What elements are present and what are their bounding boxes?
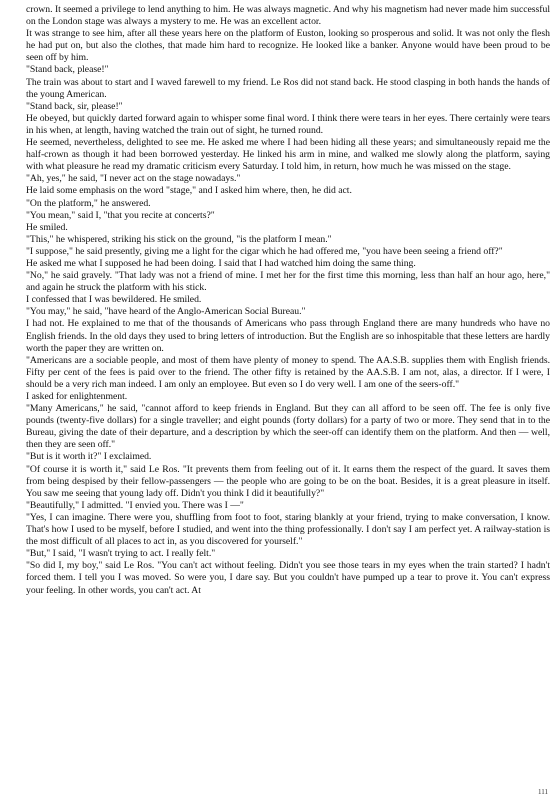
paragraph-2: "Stand back, please!" (26, 64, 109, 76)
paragraph-20: I asked for enlightenment. (26, 391, 128, 402)
paragraph-12: "This," he whispered, striking his stick on the ground, "is the platform I mean." (26, 233, 332, 245)
paragraph-0: crown. It seemed a privilege to lend anything to him. He was always magnetic. And why his magnetism had never made him successful on the London stage was always a mystery to me. He was an excellent actor. (26, 4, 550, 28)
paragraph-6: He seemed, nevertheless, delighted to see me. He asked me where I had been hiding all these years; and simultaneously repaid me the half-crown as though it had been borrowed yesterday. He linked his arm in mine, and walked me slowly along the platform, saying with what pleasure he read my dramatic criticism every Saturday. I told him, in return, how much he was missed on the stage. (26, 137, 550, 173)
paragraph-16: I confessed that I was bewildered. He smiled. (26, 294, 202, 306)
paragraph-4: "Stand back, sir, please!" (26, 100, 123, 112)
paragraph-15: "No," he said gravely. "That lady was not a friend of mine. I met her for the first time this morning, less than half an hour ago, here," and again he struck the platform with his stick. (26, 270, 550, 294)
paragraph-14: He asked me what I supposed he had been doing. I said that I had watched him doing the same thing. (26, 257, 416, 269)
paragraph-19: "Americans are a sociable people, and most of them have plenty of money to spend. The AA.S.B. supplies them with English friends. Fifty per cent of the fees is paid over to the friend. The other fifty is retained by the AA.S.B. I am not, alas, a director. If I were, I should be a very rich man indeed. I am only an employee. But even so I do very well. I am one of the seers-off." (26, 354, 550, 390)
paragraph-26: "But," I said, "I wasn't trying to act. I really felt." (26, 548, 216, 560)
paragraph-22: "But is it worth it?" I exclaimed. (26, 451, 152, 463)
paragraph-8: He laid some emphasis on the word "stage," and I asked him where, then, he did act. (26, 185, 352, 197)
paragraph-25: "Yes, I can imagine. There were you, shuffling from foot to foot, staring blankly at your friend, trying to make conversation, I know. That's how I used to be myself, before I studied, and went into the thing professionally. I don't say I am perfect yet. A railway-station is the most difficult of all places to act in, as you discovered for yourself." (26, 511, 550, 548)
paragraph-23: "Of course it is worth it," said Le Ros. "It prevents them from feeling out of it. It earns them the respect of the guard. It saves them from being despised by their fellow-passengers — the people who are going to be on the boat. Besides, it is a great pleasure in itself. You saw me seeing that young lady off. Didn't you think I did it beautifully?" (26, 463, 550, 499)
page-number: 111 (538, 788, 548, 796)
paragraph-3: The train was about to start and I waved farewell to my friend. Le Ros did not stand back. He stood clasping in both hands the hands of the young American. (26, 76, 550, 100)
paragraph-13: "I suppose," he said presently, giving me a light for the cigar which he had offered me, "you have been seeing a friend off?" (26, 245, 503, 257)
paragraph-21: "Many Americans," he said, "cannot afford to keep friends in England. But they can all afford to be seen off. The fee is only five pounds (twenty-five dollars) for a single traveller; and eight pounds (forty dollars) for a party of two or more. They send that in to the Bureau, giving the date of their departure, and a description by which the seer-off can identify them on the platform. And then — well, then they are seen off." (26, 403, 550, 451)
paragraph-11: He smiled. (26, 221, 68, 233)
paragraph-18: I had not. He explained to me that of the thousands of Americans who pass through England there are many hundreds who have no English friends. In the old days they used to bring letters of introduction. But the English are so inhospitable that these letters are hardly worth the paper they are written on. (26, 318, 550, 354)
paragraph-9: "On the platform," he answered. (26, 197, 151, 209)
paragraph-24: "Beautifully," I admitted. "I envied you. There was I —" (26, 499, 244, 511)
paragraph-27: "So did I, my boy," said Le Ros. "You can't act without feeling. Didn't you see those tears in my eyes when the train started? I hadn't forced them. I tell you I was moved. So were you, I dare say. But you couldn't have pumped up a tear to prove it. You can't express your feeling. In other words, you can't act. At (26, 560, 550, 596)
paragraph-7: "Ah, yes," he said, "I never act on the stage nowadays." (26, 173, 241, 185)
paragraph-5: He obeyed, but quickly darted forward again to whisper some final word. I think there were tears in her eyes. There certainly were tears in his when, at length, having watched the train out of sight, he turned round. (26, 112, 550, 136)
paragraph-10: "You mean," said I, "that you recite at concerts?" (26, 209, 215, 221)
paragraph-17: "You may," he said, "have heard of the Anglo-American Social Bureau." (26, 306, 306, 318)
paragraph-1: It was strange to see him, after all these years here on the platform of Euston, looking so prosperous and solid. It was not only the flesh he had put on, but also the clothes, that made him hard to recognize. He looked like a banker. Anyone would have been proud to be seen off by him. (26, 28, 550, 64)
